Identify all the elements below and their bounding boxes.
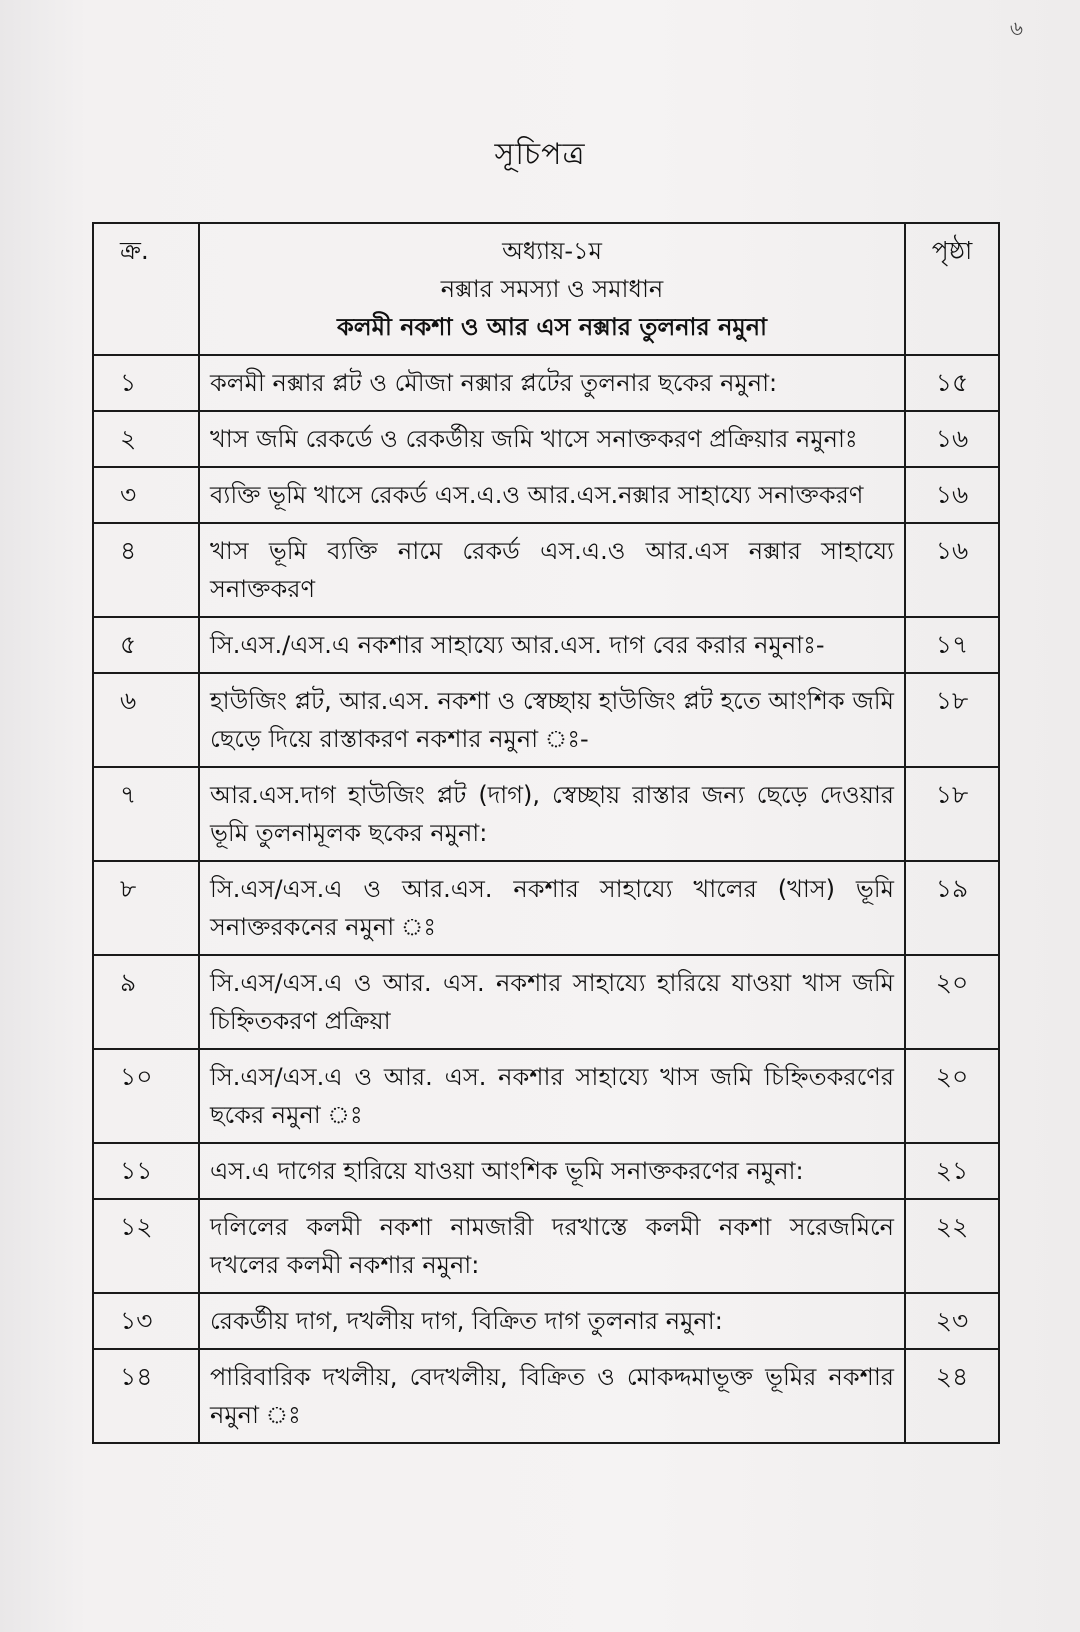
- table-row: [93, 861, 999, 955]
- entry-page-number: ২০: [905, 1049, 999, 1143]
- table-row: [93, 1199, 999, 1293]
- entry-title: এস.এ দাগের হারিয়ে যাওয়া আংশিক ভূমি সনাক্তকরণের নমুনা:: [199, 1143, 905, 1199]
- serial-column-header: ক্র.: [93, 223, 199, 355]
- entry-title: পারিবারিক দখলীয়, বেদখলীয়, বিক্রিত ও মোকদ্দমাভূক্ত ভূমির নকশার নমুনা ঃ: [199, 1349, 905, 1443]
- table-row: [93, 1349, 999, 1443]
- table-row: [93, 673, 999, 767]
- entry-number: ৮: [93, 861, 199, 955]
- entry-title: রেকর্ডীয় দাগ, দখলীয় দাগ, বিক্রিত দাগ তুলনার নমুনা:: [199, 1293, 905, 1349]
- chapter-heading-cell: [199, 223, 905, 355]
- table-row: [93, 467, 999, 523]
- entry-title: আর.এস.দাগ হাউজিং প্লট (দাগ), স্বেচ্ছায় রাস্তার জন্য ছেড়ে দেওয়ার ভূমি তুলনামূলক ছকের নমুনা:: [199, 767, 905, 861]
- entry-number: ৬: [93, 673, 199, 767]
- table-row: [93, 1143, 999, 1199]
- entry-title: সি.এস/এস.এ ও আর. এস. নকশার সাহায্যে হারিয়ে যাওয়া খাস জমি চিহ্নিতকরণ প্রক্রিয়া: [199, 955, 905, 1049]
- table-row: [93, 411, 999, 467]
- table-row: [93, 955, 999, 1049]
- entry-title: খাস জমি রেকর্ডে ও রেকর্ডীয় জমি খাসে সনাক্তকরণ প্রক্রিয়ার নমুনাঃ: [199, 411, 905, 467]
- entry-page-number: ২২: [905, 1199, 999, 1293]
- entry-number: ১১: [93, 1143, 199, 1199]
- entry-number: ৫: [93, 617, 199, 673]
- table-row: [93, 1293, 999, 1349]
- table-row: [93, 355, 999, 411]
- entry-page-number: ১৮: [905, 673, 999, 767]
- entry-number: ১২: [93, 1199, 199, 1293]
- entry-page-number: ১৮: [905, 767, 999, 861]
- page-title: সূচিপত্র: [494, 137, 586, 172]
- entry-number: ৩: [93, 467, 199, 523]
- entry-page-number: ১৬: [905, 467, 999, 523]
- entry-number: ৭: [93, 767, 199, 861]
- entry-title: দলিলের কলমী নকশা নামজারী দরখাস্তে কলমী নকশা সরেজমিনে দখলের কলমী নকশার নমুনা:: [199, 1199, 905, 1293]
- entry-title: সি.এস./এস.এ নকশার সাহায্যে আর.এস. দাগ বের করার নমুনাঃ-: [199, 617, 905, 673]
- entry-number: ১৪: [93, 1349, 199, 1443]
- entry-title: ব্যক্তি ভূমি খাসে রেকর্ড এস.এ.ও আর.এস.নক্সার সাহায্যে সনাক্তকরণ: [199, 467, 905, 523]
- entry-page-number: ২০: [905, 955, 999, 1049]
- entry-page-number: ১৬: [905, 411, 999, 467]
- table-row: [93, 617, 999, 673]
- entry-page-number: ১৭: [905, 617, 999, 673]
- entry-page-number: ১৯: [905, 861, 999, 955]
- table-row: [93, 767, 999, 861]
- entry-title: সি.এস/এস.এ ও আর. এস. নকশার সাহায্যে খাস জমি চিহ্নিতকরণের ছকের নমুনা ঃ: [199, 1049, 905, 1143]
- entry-number: ১৩: [93, 1293, 199, 1349]
- entry-number: ২: [93, 411, 199, 467]
- entry-page-number: ১৬: [905, 523, 999, 617]
- entry-title: খাস ভূমি ব্যক্তি নামে রেকর্ড এস.এ.ও আর.এস নক্সার সাহায্যে সনাক্তকরণ: [199, 523, 905, 617]
- page-corner-mark: ৬: [1010, 16, 1024, 40]
- entry-page-number: ২৩: [905, 1293, 999, 1349]
- entry-page-number: ২১: [905, 1143, 999, 1199]
- chapter-subtitle: নক্সার সমস্যা ও সমাধান: [440, 275, 664, 303]
- table-header-row: [93, 223, 999, 355]
- table-row: [93, 1049, 999, 1143]
- entry-page-number: ২৪: [905, 1349, 999, 1443]
- entry-number: ১০: [93, 1049, 199, 1143]
- entry-title: কলমী নক্সার প্লট ও মৌজা নক্সার প্লটের তুলনার ছকের নমুনা:: [199, 355, 905, 411]
- entry-number: ১: [93, 355, 199, 411]
- entry-title: হাউজিং প্লট, আর.এস. নকশা ও স্বেচ্ছায় হাউজিং প্লট হতে আংশিক জমি ছেড়ে দিয়ে রাস্তাকরণ নকশার নমুনা ঃ-: [199, 673, 905, 767]
- entry-number: ৯: [93, 955, 199, 1049]
- entry-page-number: ১৫: [905, 355, 999, 411]
- chapter-section-title: কলমী নকশা ও আর এস নক্সার তুলনার নমুনা: [336, 313, 768, 341]
- chapter-title: অধ্যায়-১ম: [502, 237, 602, 265]
- contents-table: [92, 222, 1000, 1444]
- entry-title: সি.এস/এস.এ ও আর.এস. নকশার সাহায্যে খালের (খাস) ভূমি সনাক্তরকনের নমুনা ঃ: [199, 861, 905, 955]
- table-row: [93, 523, 999, 617]
- page-column-header: পৃষ্ঠা: [905, 223, 999, 355]
- entry-number: ৪: [93, 523, 199, 617]
